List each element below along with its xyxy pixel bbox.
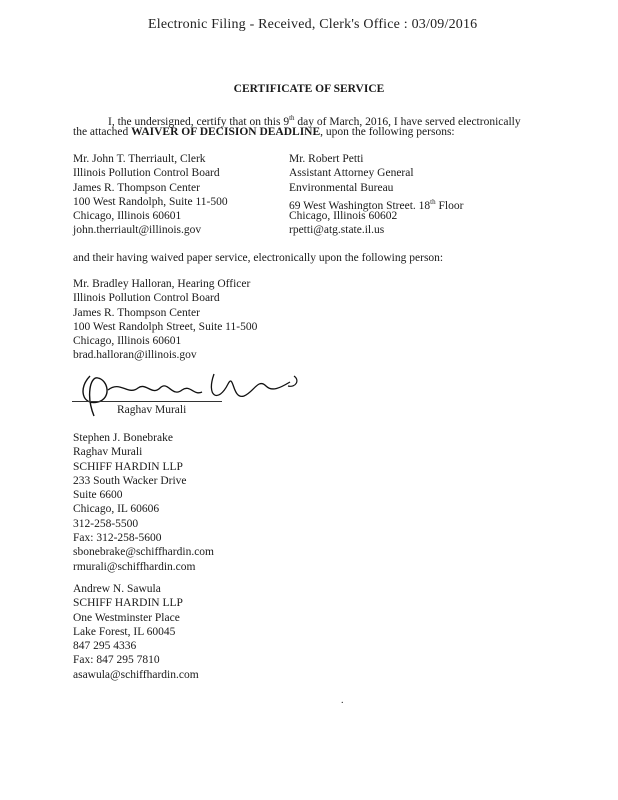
recipient-line: James R. Thompson Center xyxy=(73,181,200,194)
filing-stamp-header: Electronic Filing - Received, Clerk's Office : 03/09/2016 xyxy=(148,17,478,32)
counsel-fax: Fax: 847 295 7810 xyxy=(73,654,160,667)
hearing-officer-block xyxy=(73,277,257,363)
recipient-line: Mr. Robert Petti xyxy=(289,153,364,165)
counsel-line: Stephen J. Bonebrake xyxy=(73,432,173,444)
hearing-officer-line: 100 West Randolph Street, Suite 11-500 xyxy=(73,320,258,333)
intro-prefix: the attached xyxy=(73,126,132,138)
counsel-block-lake-forest xyxy=(73,582,199,682)
hearing-officer-line: Chicago, Illinois 60601 xyxy=(73,335,182,348)
certificate-title: CERTIFICATE OF SERVICE xyxy=(233,83,385,95)
counsel-line: Lake Forest, IL 60045 xyxy=(73,625,176,638)
hearing-officer-line: James R. Thompson Center xyxy=(73,306,200,319)
counsel-email: rmurali@schiffhardin.com xyxy=(73,560,196,573)
recipient-line: Chicago, Illinois 60602 xyxy=(289,210,398,223)
counsel-phone: 847 295 4336 xyxy=(73,640,137,653)
recipient-line: Environmental Bureau xyxy=(289,181,394,194)
recipient-email: rpetti@atg.state.il.us xyxy=(289,224,385,237)
hearing-officer-line: Illinois Pollution Control Board xyxy=(73,292,220,305)
counsel-line: 233 South Wacker Drive xyxy=(73,474,187,487)
recipient-line: Assistant Attorney General xyxy=(289,167,414,180)
counsel-line: SCHIFF HARDIN LLP xyxy=(73,597,183,610)
footer-mark: . xyxy=(341,695,344,706)
counsel-line: One Westminster Place xyxy=(73,611,180,624)
counsel-line: Raghav Murali xyxy=(73,446,143,459)
counsel-line: SCHIFF HARDIN LLP xyxy=(73,460,183,473)
recipient-line: Illinois Pollution Control Board xyxy=(73,167,220,180)
recipient-email: john.therriault@illinois.gov xyxy=(73,224,202,237)
counsel-email: asawula@schiffhardin.com xyxy=(73,668,199,681)
signature-line xyxy=(72,401,222,402)
counsel-email: sbonebrake@schiffhardin.com xyxy=(73,546,214,559)
recipient-clerk-block xyxy=(73,152,228,238)
handwritten-signature xyxy=(68,366,308,422)
document-title-bold: WAIVER OF DECISION DEADLINE xyxy=(131,126,321,138)
recipient-line: Chicago, Illinois 60601 xyxy=(73,210,182,223)
recipient-address-line: 69 West Washington Street. 18th Floor xyxy=(289,197,464,212)
waived-service-text: and their having waived paper service, electronically upon the following person: xyxy=(73,252,444,264)
counsel-fax: Fax: 312-258-5600 xyxy=(73,532,162,545)
intro-suffix: , upon the following persons: xyxy=(320,126,455,138)
counsel-line: Chicago, IL 60606 xyxy=(73,503,160,516)
counsel-phone: 312-258-5500 xyxy=(73,517,139,530)
signer-printed-name: Raghav Murali xyxy=(117,404,187,416)
hearing-officer-line: Mr. Bradley Halloran, Hearing Officer xyxy=(73,278,251,290)
recipient-line: 100 West Randolph, Suite 11-500 xyxy=(73,195,228,208)
intro-line-1: I, the undersigned, certify that on this 9th day of March, 2016, I have served electronically xyxy=(108,114,521,128)
hearing-officer-email: brad.halloran@illinois.gov xyxy=(73,349,197,362)
counsel-block-chicago xyxy=(73,431,214,574)
counsel-line: Andrew N. Sawula xyxy=(73,583,161,595)
intro-line-2 xyxy=(73,125,455,139)
recipient-line: Mr. John T. Therriault, Clerk xyxy=(73,153,206,165)
counsel-line: Suite 6600 xyxy=(73,489,123,502)
recipient-ag-block xyxy=(289,152,463,238)
